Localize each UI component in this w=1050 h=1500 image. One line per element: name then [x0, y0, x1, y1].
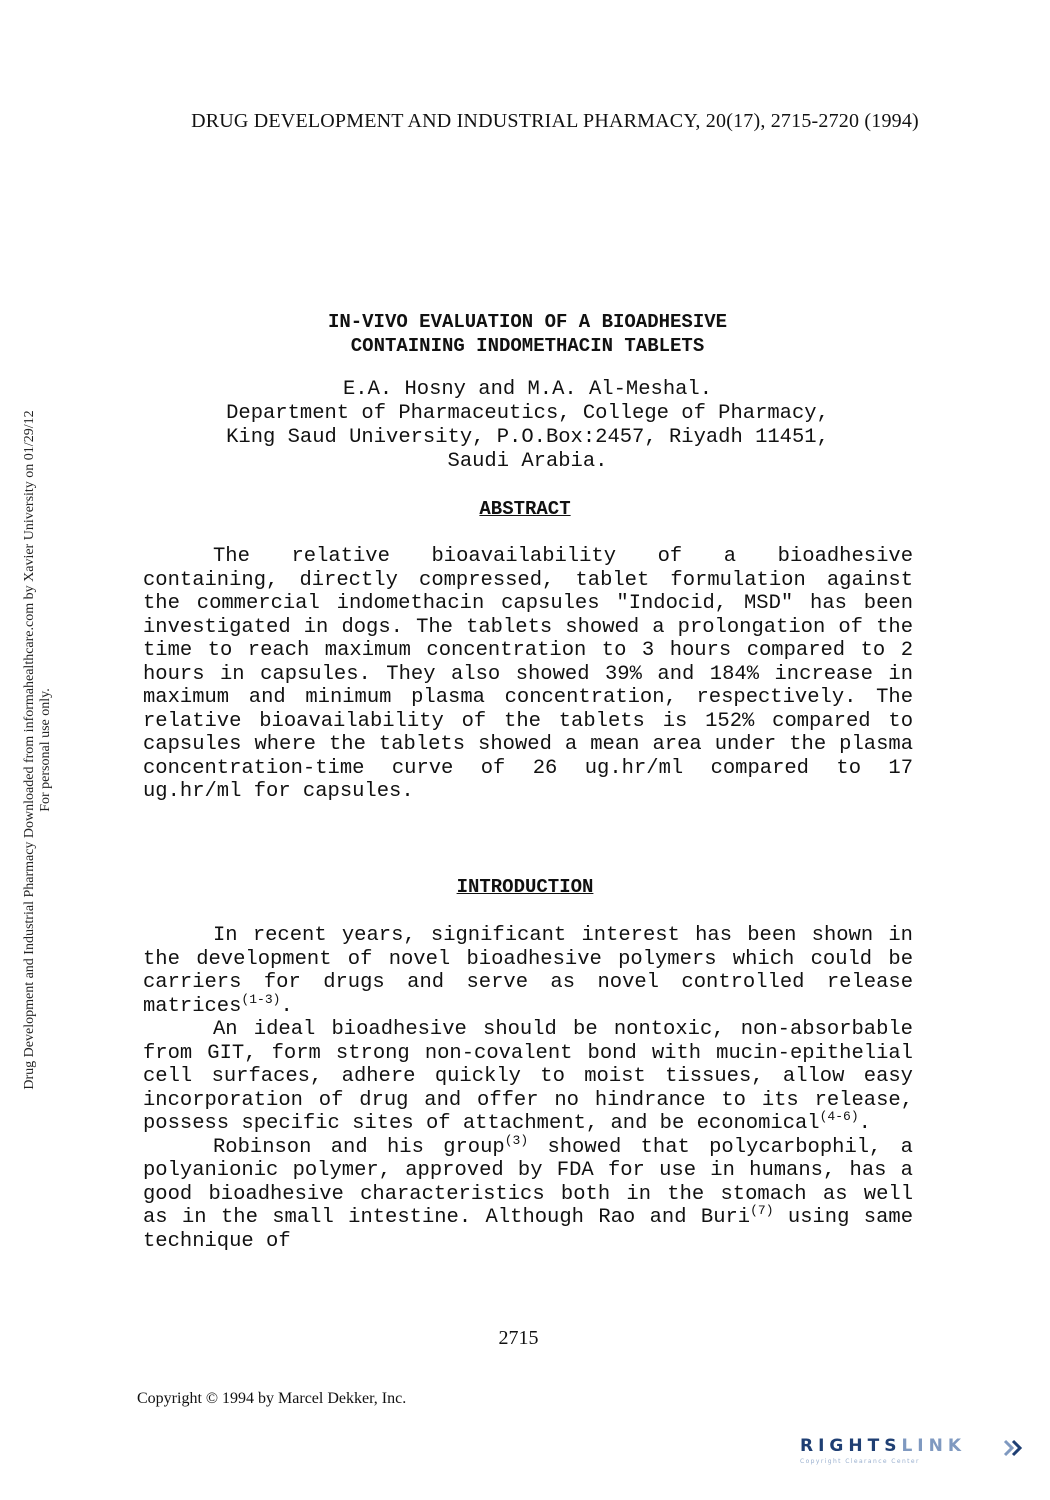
watermark-line-1: Drug Development and Industrial Pharmacy Downloaded from informahealthcare.com by Xavier University on 01/29/12 [22, 410, 37, 1090]
rightslink-wordmark [800, 1436, 1030, 1456]
intro-paragraph-1 [143, 924, 913, 1018]
abstract-body [143, 545, 913, 804]
authors: E.A. Hosny and M.A. Al-Meshal. [342, 378, 713, 401]
intro-p2-text: An ideal bioadhesive should be nontoxic, non-absorbable from GIT, form strong non-covalent bond with mucin-epithelial cell surfaces, adhere quickly to moist tissues, allow easy incorporation of drug and offer no hindrance to its release, possess specific sites of attachment, and be economical [143, 1018, 913, 1135]
affiliation-line-2: King Saud University, P.O.Box:2457, Riyadh 11451, [226, 426, 829, 449]
intro-p1-end: . [280, 994, 293, 1018]
citation-7: (7) [750, 1203, 774, 1219]
affiliation-line-3: Saudi Arabia. [447, 450, 608, 473]
rightslink-chevrons-icon [1003, 1438, 1025, 1458]
intro-p2-end: . [858, 1112, 871, 1135]
intro-p3-a: Robinson and his group [213, 1135, 505, 1159]
author-block [0, 378, 1050, 474]
introduction-body [143, 924, 913, 1253]
page-number: 2715 [498, 1327, 539, 1349]
article-title [0, 310, 1050, 358]
running-head: DRUG DEVELOPMENT AND INDUSTRIAL PHARMACY, 20(17), 2715-2720 (1994) [191, 110, 919, 132]
intro-paragraph-3 [143, 1132, 913, 1254]
citation-3: (3) [504, 1132, 529, 1148]
intro-p1-text: In recent years, significant interest has been shown in the development of novel bioadhesive polymers which could be carriers for drugs and serve as novel controlled release matrices [143, 924, 913, 1018]
intro-paragraph-2 [143, 1018, 913, 1136]
citation-1-3: (1-3) [241, 991, 281, 1007]
title-line-2: CONTAINING INDOMETHACIN TABLETS [350, 335, 705, 357]
introduction-heading: INTRODUCTION [456, 876, 594, 898]
title-line-1: IN-VIVO EVALUATION OF A BIOADHESIVE [327, 311, 728, 333]
rightslink-word-light: LINK [901, 1436, 966, 1456]
rightslink-word-dark: RIGHTS [800, 1436, 902, 1456]
affiliation-line-1: Department of Pharmaceutics, College of Pharmacy, [226, 402, 829, 425]
rightslink-subtitle: Copyright Clearance Center [800, 1458, 920, 1465]
abstract-heading: ABSTRACT [479, 498, 571, 520]
abstract-paragraph: The relative bioavailability of a bioadhesive containing, directly compressed, tablet formulation against the commercial indomethacin capsules "Indocid, MSD" has been investigated in dogs. The tablets showed a prolongation of the time to reach maximum concentration to 3 hours compared to 2 hours in capsules. They also showed 39% and 184% increase in maximum and minimum plasma concentration, respectively. The relative bioavailability of the tablets is 152% compared to capsules where the tablets showed a mean area under the plasma concentration-time curve of 26 ug.hr/ml compared to 17 ug.hr/ml for capsules. [143, 545, 913, 803]
watermark-line-2: For personal use only. [38, 688, 53, 812]
citation-4-6: (4-6) [819, 1109, 859, 1125]
rightslink-logo [800, 1436, 1030, 1476]
intro-p3-b: showed that polycarbophil, a polyanionic polymer, approved by FDA for use in humans, has a good bioadhesive characteristics both in the stomach as well as in the small intestine. Although Rao and Buri [143, 1135, 913, 1229]
intro-p3-c: using same technique of [143, 1206, 913, 1253]
copyright-notice: Copyright © 1994 by Marcel Dekker, Inc. [137, 1390, 407, 1407]
